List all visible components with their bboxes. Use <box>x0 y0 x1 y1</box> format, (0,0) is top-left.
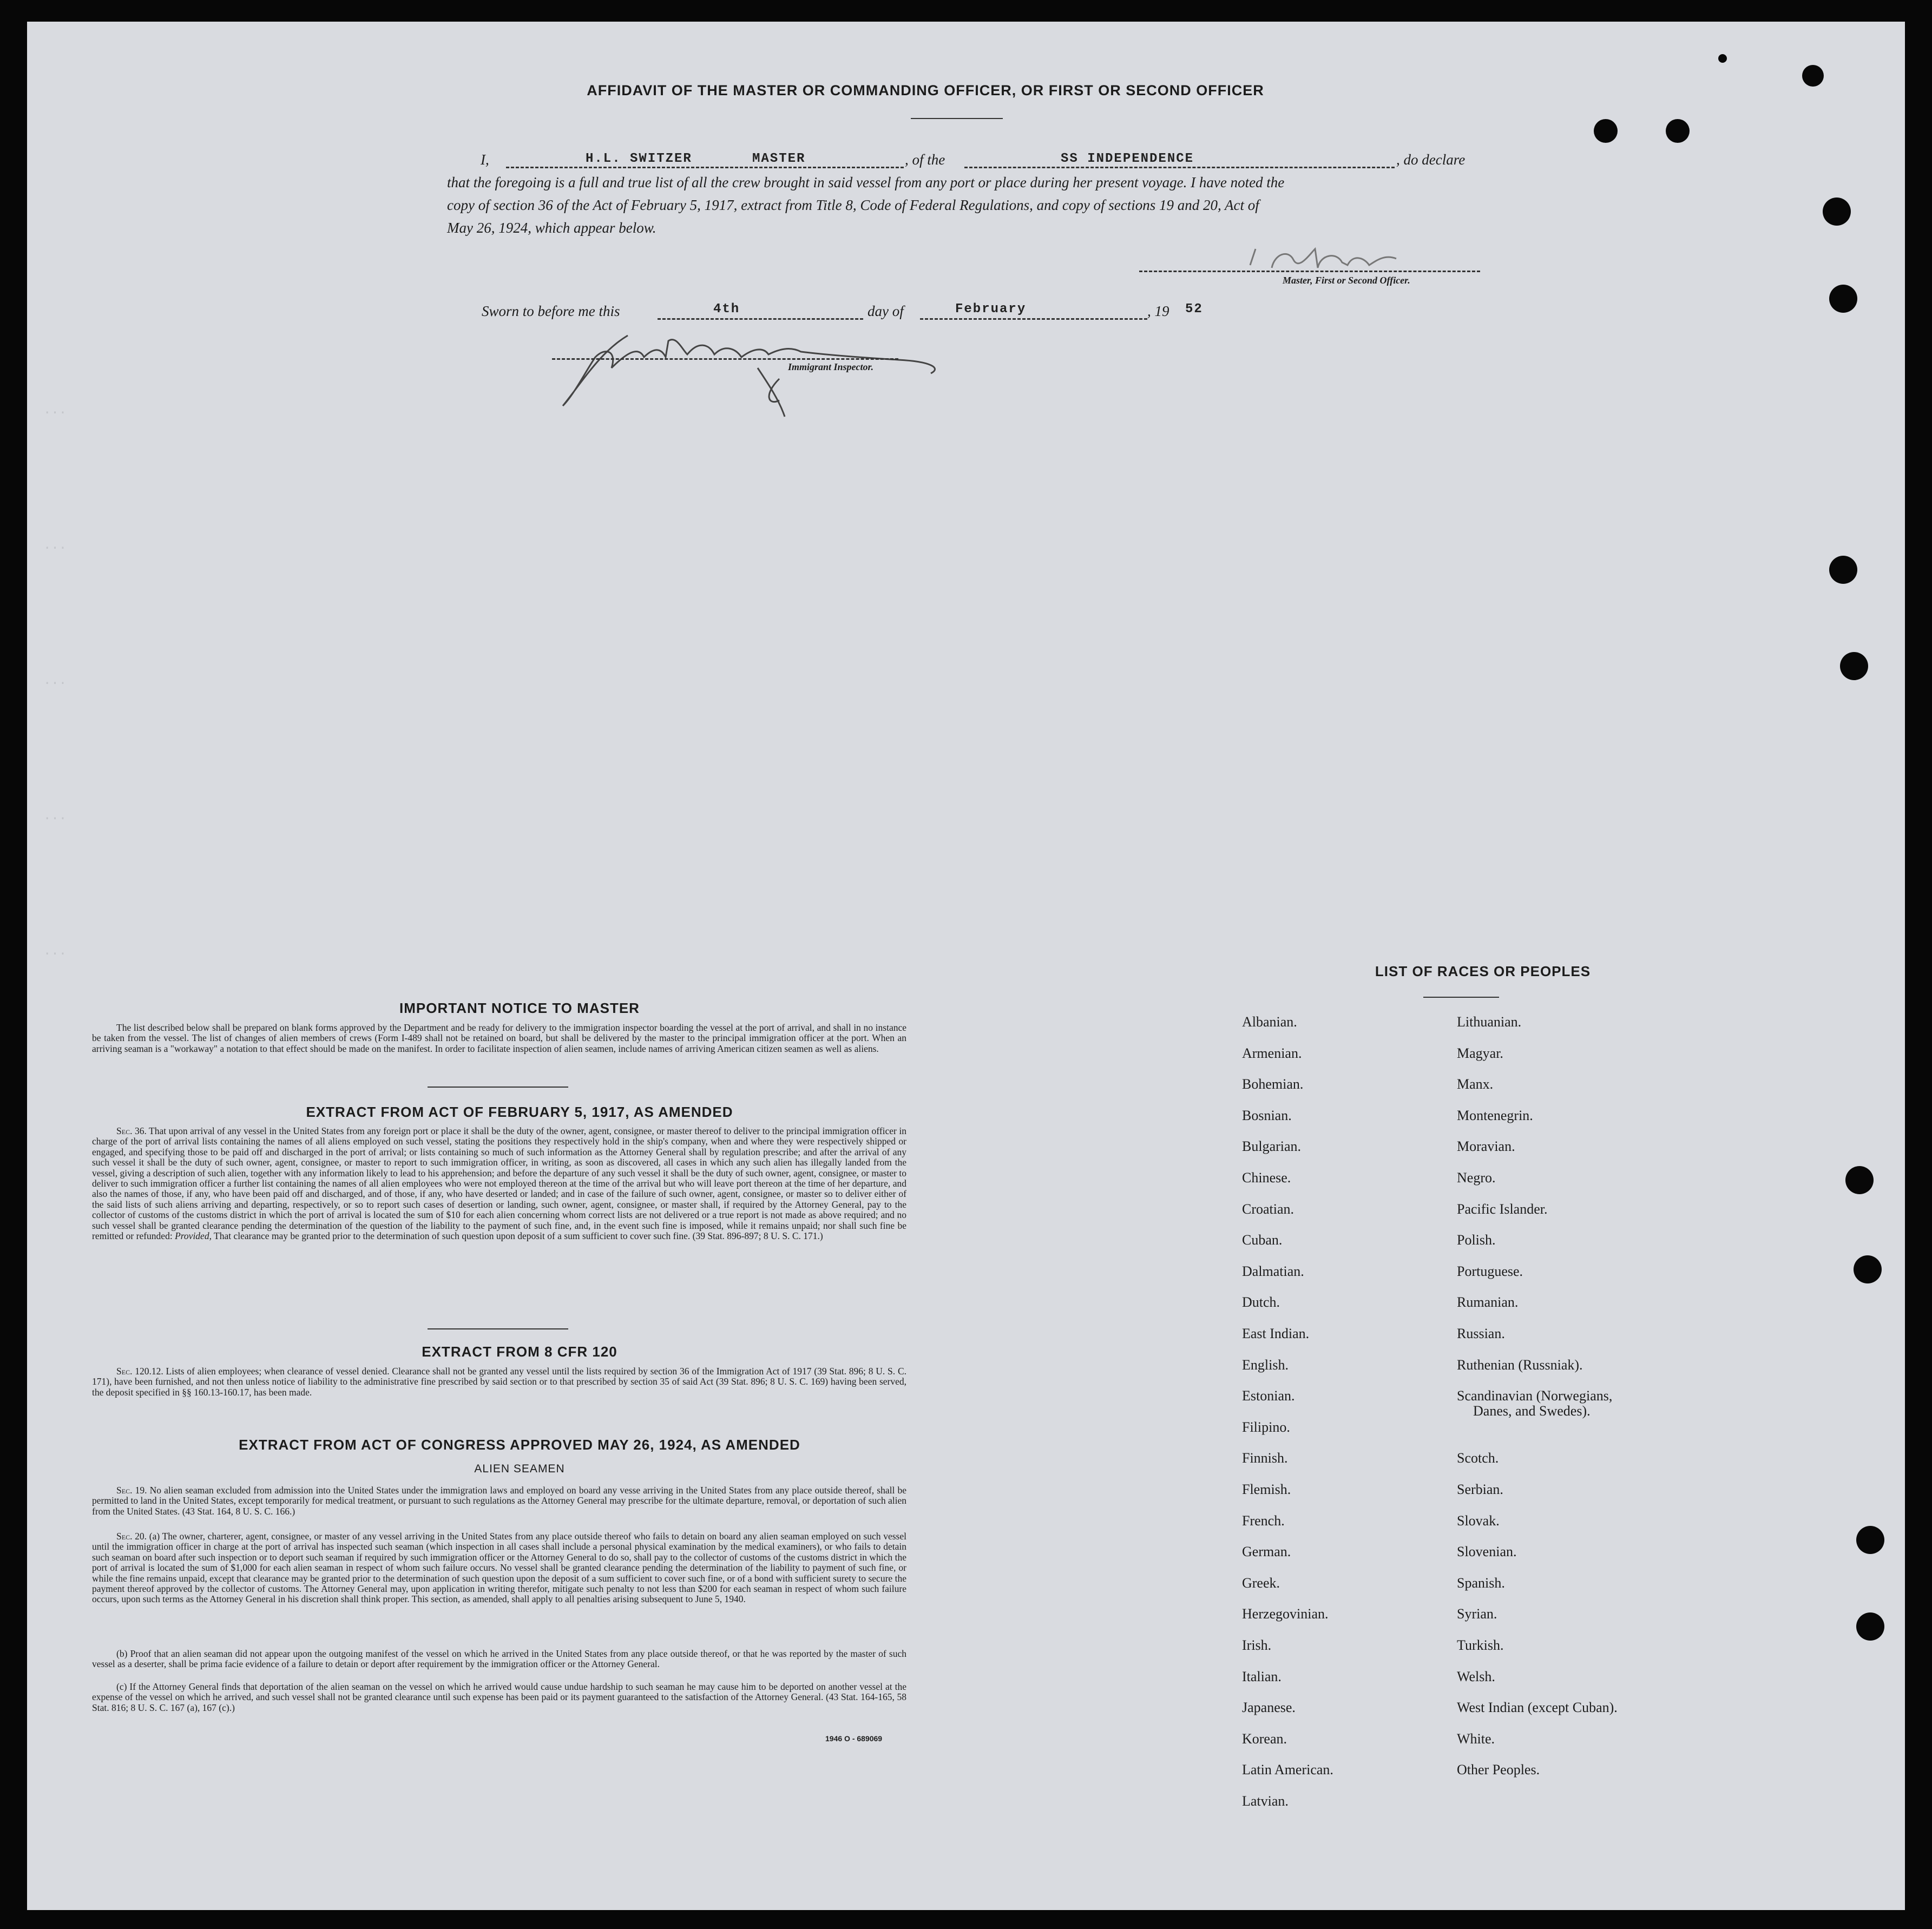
extract-1924-title: EXTRACT FROM ACT OF CONGRESS APPROVED MAY 26, 1924, AS AMENDED <box>239 1437 800 1453</box>
race-item: German. <box>1242 1544 1291 1560</box>
extract-1924-subtitle: ALIEN SEAMEN <box>474 1463 565 1475</box>
sworn-month-blank <box>920 318 1147 320</box>
race-item: West Indian (except Cuban). <box>1457 1700 1618 1716</box>
race-item: French. <box>1242 1512 1285 1529</box>
extract-1924-sec20b: (b) Proof that an alien seaman did not appear upon the outgoing manifest of the vessel on which he arrived in the United States from any place outside thereof, or that he was reported by the master of such vessel as a deserter, shall be prima facie evidence of a failure to detain or deport after requirement by the immigration officer or the Attorney General. <box>92 1648 906 1670</box>
title-rule <box>911 118 1003 119</box>
punch-hole <box>1594 119 1618 143</box>
race-item: Moravian. <box>1457 1138 1515 1155</box>
race-item: Bosnian. <box>1242 1107 1292 1123</box>
sec-19-label: Sec. 19. <box>116 1485 147 1496</box>
section-rule <box>428 1087 568 1088</box>
bleed-through-text: ··· <box>43 947 67 962</box>
inspector-signature <box>552 319 952 427</box>
affidavit-line1-end: , do declare <box>1396 152 1466 168</box>
notice-title: IMPORTANT NOTICE TO MASTER <box>399 1000 640 1016</box>
vessel-blank <box>964 167 1395 168</box>
race-item: Dutch. <box>1242 1294 1280 1311</box>
punch-hole <box>1829 285 1857 313</box>
sworn-day-of: day of <box>868 303 904 319</box>
races-title-rule <box>1423 997 1499 998</box>
race-item: Albanian. <box>1242 1014 1297 1030</box>
punch-hole <box>1802 65 1824 87</box>
sec-36-text: That upon arrival of any vessel in the United States from any foreign port or place it shall be the duty of the owner, agent, consignee, or master thereof to deliver to the principal immigration officer in charge of the port of arrival lists containing the names of all aliens employed on such vessel, stating the positions they respectively hold in the ship's company, when and where they were respectively shipped or engaged, and specifying those to be paid off and discharged in the port of arrival; or lists containing so much of such information as the Attorney General shall by regulation prescribe; and after the arrival of any such vessel it shall be the duty of such owner, agent, consignee, or master to report to such immigration officer, in writing, as soon as discovered, all cases in which any such alien has illegally landed from the vessel, giving a description of such alien, together with any information likely to lead to his apprehension; and before the departure of any such vessel it shall be the duty of such owner, agent, consignee, or master to deliver to such immigration officer a further list containing the names of all alien employees who were not employed thereon at the time of the arrival but who will leave port thereon at the time of her departure, and also the names of those, if any, who have been paid off and discharged, and of those, if any, who have deserted or landed; and in case of the failure of such owner, agent, consignee, or master so to deliver either of the said lists of such aliens arriving and departing, respectively, or so to report such cases of desertion or landing, such owner, agent, consignee, or master shall, if required by the Attorney General, pay to the collector of customs of the customs district in which the port of arrival is located the sum of $10 for each alien concerning whom correct lists are not delivered or a true report is not made as above required; and no such vessel shall be granted clearance pending the determination of the question of the liability to the payment of such fine, and, in the event such fine is imposed, while it remains unpaid; nor shall such fine be remitted or refunded: <box>92 1125 906 1242</box>
race-item: Ruthenian (Russniak). <box>1457 1357 1583 1373</box>
race-item: Syrian. <box>1457 1606 1497 1622</box>
punch-hole <box>1823 197 1851 226</box>
race-item: Other Peoples. <box>1457 1762 1540 1778</box>
race-item: Greek. <box>1242 1575 1280 1591</box>
proviso-text: That clearance may be granted prior to the determination of such question upon deposit of a sum sufficient to cover such fine. (39 Stat. 896-897; 8 U. S. C. 171.) <box>214 1230 823 1242</box>
race-item: White. <box>1457 1730 1495 1747</box>
proviso-label: Provided, <box>175 1230 212 1242</box>
sworn-year: 52 <box>1185 302 1203 317</box>
race-item: Bohemian. <box>1242 1076 1304 1092</box>
extract-1924-sec20c: (c) If the Attorney General finds that deportation of the alien seaman on the vessel on which he arrived would cause undue hardship to such seaman he may cause him to be deported on another vessel at the expense of the vessel on which he arrived, and such vessel shall not be granted clearance until such expense has been paid or its payment guaranteed to the satisfaction of the Attorney General. (43 Stat. 164-165, 58 Stat. 816; 8 U. S. C. 167 (a), 167 (c).) <box>92 1681 906 1713</box>
extract-cfr-title: EXTRACT FROM 8 CFR 120 <box>422 1344 617 1360</box>
bleed-through-text: ··· <box>43 406 67 420</box>
inspector-caption: Immigrant Inspector. <box>788 361 874 372</box>
officer-blank <box>506 167 904 168</box>
race-item: Negro. <box>1457 1170 1496 1186</box>
notice-body: The list described below shall be prepared on blank forms approved by the Department and be ready for delivery to the immigration inspector boarding the vessel at the port of arrival, and shall in no instance be taken from the vessel. The list of changes of alien members of crews (Form I-489 shall not be retained on board, but shall be delivered by the master to the principal immigration officer at the port. When an arriving seaman is a "workaway" a notation to that effect should be made on the manifest. In order to facilitate inspection of alien seamen, include names of arriving American citizen seamen as well as aliens. <box>92 1022 906 1054</box>
race-item: Herzegovinian. <box>1242 1606 1329 1622</box>
sworn-day: 4th <box>713 302 740 317</box>
extract-1917-body <box>92 1126 906 1241</box>
race-item: East Indian. <box>1242 1326 1310 1341</box>
sec-19-text: No alien seaman excluded from admission into the United States under the immigration laws and employed on board any vesse arriving in the United States from any place outside thereof, shall be permitted to land in the United States, except temporarily for medical treatment, or pursuant to such regulations as the Attorney General may prescribe for the ultimate departure, removal, or deportation of such alien from the United States. (43 Stat. 164, 8 U. S. C. 166.) <box>92 1485 906 1517</box>
affidavit-line3: copy of section 36 of the Act of February 5, 1917, extract from Title 8, Code of Federal Regulations, and copy of sections 19 and 20, Act of <box>447 197 1259 213</box>
affidavit-line2: that the foregoing is a full and true list of all the crew brought in said vessel from any port or place during her present voyage. I have noted the <box>447 174 1285 190</box>
race-item-continuation: Danes, and Swedes). <box>1473 1403 1591 1419</box>
race-item: Korean. <box>1242 1730 1287 1747</box>
race-item: Magyar. <box>1457 1045 1503 1061</box>
race-item: Lithuanian. <box>1457 1014 1522 1030</box>
race-item: Italian. <box>1242 1668 1282 1684</box>
race-item: Welsh. <box>1457 1668 1495 1684</box>
punch-hole <box>1854 1255 1882 1283</box>
affidavit-line4: May 26, 1924, which appear below. <box>447 220 656 236</box>
race-item: Spanish. <box>1457 1575 1505 1591</box>
sec-120-label: Sec. 120.12. <box>116 1366 163 1377</box>
race-item: Pacific Islander. <box>1457 1201 1548 1217</box>
race-item: English. <box>1242 1357 1289 1373</box>
race-item: Cuban. <box>1242 1232 1283 1248</box>
race-item: Flemish. <box>1242 1482 1291 1497</box>
extract-1917-title: EXTRACT FROM ACT OF FEBRUARY 5, 1917, AS AMENDED <box>306 1104 733 1120</box>
race-item: Scotch. <box>1457 1450 1499 1466</box>
extract-1924-sec20a <box>92 1531 906 1605</box>
race-item: Portuguese. <box>1457 1263 1523 1279</box>
punch-hole <box>1666 119 1690 143</box>
vessel-name: SS INDEPENDENCE <box>1061 152 1194 166</box>
race-item: Croatian. <box>1242 1201 1294 1217</box>
race-item: Rumanian. <box>1457 1294 1519 1311</box>
punch-hole <box>1845 1166 1874 1194</box>
print-code: 1946 O - 689069 <box>825 1734 883 1743</box>
race-item: Estonian. <box>1242 1388 1295 1404</box>
extract-cfr-body <box>92 1366 906 1398</box>
race-item: Slovak. <box>1457 1512 1500 1529</box>
race-item: Russian. <box>1457 1326 1505 1341</box>
bleed-through-text: ··· <box>43 676 67 691</box>
race-item: Latin American. <box>1242 1762 1333 1778</box>
races-title: LIST OF RACES OR PEOPLES <box>1375 963 1591 979</box>
race-item: Chinese. <box>1242 1170 1291 1186</box>
race-item: Montenegrin. <box>1457 1107 1533 1123</box>
race-item: Polish. <box>1457 1232 1496 1248</box>
race-item: Scandinavian (Norwegians, <box>1457 1388 1613 1404</box>
punch-hole <box>1840 652 1868 680</box>
punch-hole <box>1856 1526 1884 1554</box>
master-signature-line <box>1139 271 1480 272</box>
sec-36-label: Sec. 36. <box>116 1125 147 1136</box>
inspector-signature-line <box>552 358 898 360</box>
race-item: Serbian. <box>1457 1482 1503 1497</box>
race-item: Irish. <box>1242 1637 1272 1653</box>
race-item: Armenian. <box>1242 1045 1302 1061</box>
sec-20a-text: (a) The owner, charterer, agent, consignee, or master of any vessel arriving in the United States from any place outside thereof who fails to detain on board any alien seaman employed on such vessel until the immigration officer in charge at the port of arrival has inspected such seaman (which inspection in all cases shall include a personal physical examination by the medical examiners), or who fails to detain such seaman on board after such inspection or to deport such seaman if required by such immigration officer or the Attorney General to do so, shall pay to the collector of customs of the customs district in which the port of arrival is located the sum of $1,000 for each alien seaman in respect of whom such failure occurs. No vessel shall be granted clearance pending the determination of the liability to payment of such fine, or while the fine remains unpaid, except that clearance may be granted prior to the determination of such question upon the deposit of a sum sufficient to cover such fine, or of a bond with sufficient surety to secure the payment thereof approved by the collector of customs. The Attorney General may, upon application in writing therefor, mitigate such penalty to not less than $200 for each seaman in respect of whom such failure occurs, upon such terms as the Attorney General in his discretion shall think proper. This section, as amended, shall apply to all penalties arising subsequent to June 5, 1940. <box>92 1531 906 1605</box>
race-item: Japanese. <box>1242 1700 1296 1716</box>
affidavit-line1-of-the: , of the <box>905 152 945 168</box>
race-item: Slovenian. <box>1457 1544 1517 1560</box>
sec-20-label: Sec. 20. <box>116 1531 147 1542</box>
race-item: Dalmatian. <box>1242 1263 1304 1279</box>
affidavit-line1-i: I, <box>481 152 489 168</box>
sworn-year-prefix: , 19 <box>1147 303 1169 319</box>
extract-1924-sec19 <box>92 1485 906 1517</box>
punch-hole <box>1829 556 1857 584</box>
punch-hole <box>1718 54 1727 63</box>
race-item: Turkish. <box>1457 1637 1504 1653</box>
race-item: Latvian. <box>1242 1793 1289 1809</box>
section-rule <box>428 1328 568 1329</box>
race-item: Finnish. <box>1242 1450 1288 1466</box>
sec-120-text: Lists of alien employees; when clearance of vessel denied. Clearance shall not be granted any vessel until the lists required by section 36 of the Immigration Act of 1917 (39 Stat. 896; 8 U. S. C. 171), have been furnished, and not then unless notice of liability to the administrative fine prescribed by said section or to that prescribed by section 35 of said Act (39 Stat. 896; 8 U. S. C. 169) having been served, the deposit specified in §§ 160.13-160.17, has been made. <box>92 1366 906 1398</box>
affidavit-title: AFFIDAVIT OF THE MASTER OR COMMANDING OFFICER, OR FIRST OR SECOND OFFICER <box>587 82 1264 98</box>
race-item: Manx. <box>1457 1076 1494 1092</box>
bleed-through-text: ··· <box>43 812 67 826</box>
race-item: Bulgarian. <box>1242 1138 1302 1155</box>
master-signature-caption: Master, First or Second Officer. <box>1283 275 1410 286</box>
officer-name: H.L. SWITZER <box>586 152 692 166</box>
sworn-month: February <box>955 302 1027 317</box>
race-item: Filipino. <box>1242 1419 1290 1435</box>
punch-hole <box>1856 1612 1884 1641</box>
officer-rank: MASTER <box>752 152 806 166</box>
bleed-through-text: ··· <box>43 541 67 556</box>
sworn-prefix: Sworn to before me this <box>482 303 620 319</box>
